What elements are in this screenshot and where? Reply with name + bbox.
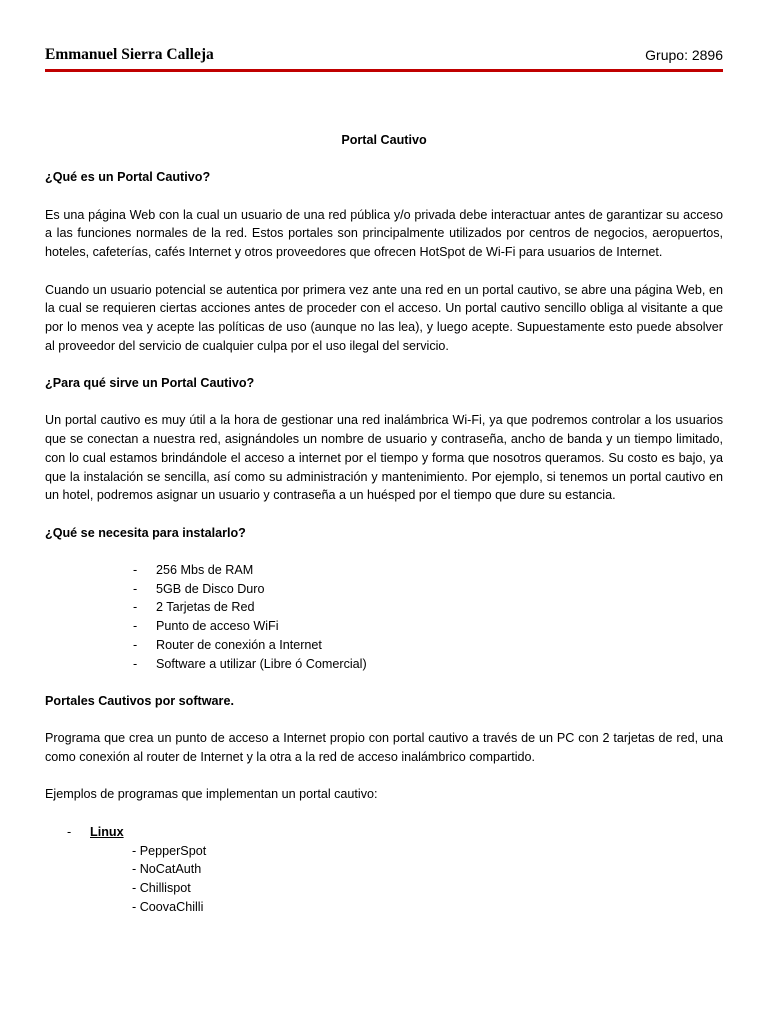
list-item: - NoCatAuth [132, 862, 202, 877]
heading-requisitos: ¿Qué se necesita para instalarlo? [45, 525, 246, 540]
list-item: - 5GB de Disco Duro [133, 581, 265, 596]
document-body [45, 131, 723, 916]
header-rule [45, 69, 723, 72]
paragraph-programa: Programa que crea un punto de acceso a Internet propio con portal cautivo a través de un PC con 2 tarjetas de red, una como conexión al router de Internet y la otra a la red de acceso inalámbrico compartido. [45, 731, 723, 765]
list-item: - Chillispot [132, 880, 191, 895]
list-item: - PepperSpot [132, 843, 207, 858]
list-item: - 2 Tarjetas de Red [133, 600, 255, 615]
list-item: - Software a utilizar (Libre ó Comercial) [133, 656, 367, 671]
list-item: - 256 Mbs de RAM [133, 563, 254, 578]
heading-que-es: ¿Qué es un Portal Cautivo? [45, 170, 211, 185]
paragraph-utilidad: Un portal cautivo es muy útil a la hora de gestionar una red inalámbrica Wi-Fi, ya que podremos controlar a los usuarios que se conectan a nuestra red, asignándoles un nombre de usuario y contraseña, ancho de banda y un tiempo limitado, con lo cual estamos brindándole el acceso a internet por el tiempo y forma que nosotros queramos. Su costo es bajo, ya que la instalación se sencilla, así como su administración y mantenimiento. Por ejemplo, si tenemos un portal cautivo en un hotel, podremos asignar un usuario y contraseña a un huésped por el tiempo que dure su estancia. [45, 413, 723, 503]
linux-programs-list [45, 842, 723, 917]
list-item: - CoovaChilli [132, 899, 204, 914]
author-name: Emmanuel Sierra Calleja [45, 46, 214, 63]
heading-para-que-sirve: ¿Para qué sirve un Portal Cautivo? [45, 376, 255, 391]
linux-entry: - Linux [67, 824, 124, 839]
requirements-list [45, 561, 723, 673]
heading-por-software: Portales Cautivos por software. [45, 693, 234, 708]
linux-label: Linux [90, 824, 124, 839]
paragraph-autenticacion: Cuando un usuario potencial se autentica por primera vez ante una red en un portal cautivo, se abre una página Web, en la cual se requieren ciertas acciones antes de proceder con el acceso. Un portal cautivo sencillo obliga al visitante a que por lo menos vea y acepte las políticas de uso (aunque no las lea), y luego acepte. Supuestamente esto puede absolver al proveedor del servicio de cualquier culpa por el uso ilegal del servicio. [45, 282, 723, 353]
document-title: Portal Cautivo [341, 133, 427, 147]
list-item: - Punto de acceso WiFi [133, 619, 279, 634]
group-number: Grupo: 2896 [645, 47, 723, 63]
paragraph-definicion: Es una página Web con la cual un usuario de una red pública y/o privada debe interactuar antes de garantizar su acceso a las funciones normales de la red. Estos portales son principalmente utilizados por centros de negocios, aeropuertos, hoteles, cafeterías, cafés Internet y otros proveedores que ofrecen HotSpot de Wi-Fi para usuarios de Internet. [45, 207, 723, 260]
list-item: - Router de conexión a Internet [133, 637, 322, 652]
paragraph-ejemplos: Ejemplos de programas que implementan un portal cautivo: [45, 787, 378, 802]
